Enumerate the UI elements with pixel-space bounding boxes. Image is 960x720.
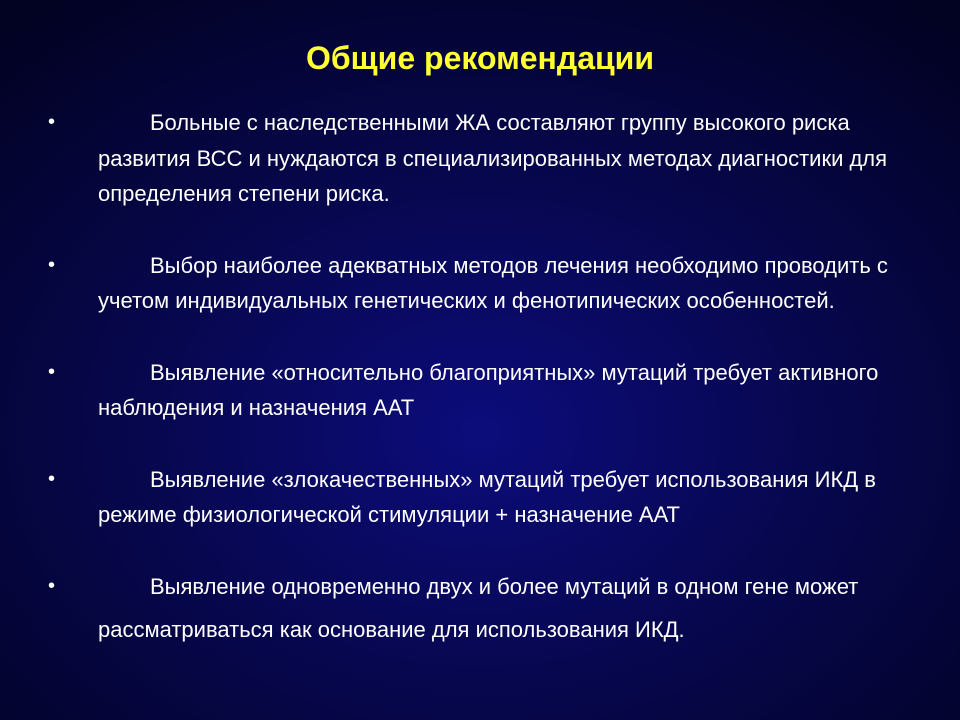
bullet-icon: • [48, 467, 56, 490]
slide-title: Общие рекомендации [306, 40, 654, 76]
bullet-list [0, 105, 960, 687]
bullet-text: Выявление одновременно двух и более мутаций в одном гене может рассматриваться как основание для использования ИКД. [98, 573, 859, 642]
bullet-item [0, 248, 928, 319]
bullet-icon: • [48, 360, 56, 383]
bullet-text: Выявление «злокачественных» мутаций требует использования ИКД в режиме физиологической стимуляции + назначение ААТ [98, 466, 876, 527]
bullet-item [0, 105, 928, 212]
bullet-item [0, 462, 928, 533]
bullet-item [0, 565, 928, 651]
bullet-text: Выбор наиболее адекватных методов лечения необходимо проводить с учетом индивидуальных генетических и фенотипических особенностей. [98, 252, 888, 313]
bullet-text: Выявление «относительно благоприятных» мутаций требует активного наблюдения и назначения ААТ [98, 359, 879, 420]
bullet-icon: • [48, 111, 56, 133]
bullet-icon: • [48, 574, 56, 597]
bullet-item [0, 355, 928, 426]
bullet-text: Больные с наследственными ЖА составляют группу высокого риска развития ВСС и нуждаются в специализированных методах диагностики для определения степени риска. [98, 110, 888, 206]
bullet-icon: • [48, 253, 56, 276]
